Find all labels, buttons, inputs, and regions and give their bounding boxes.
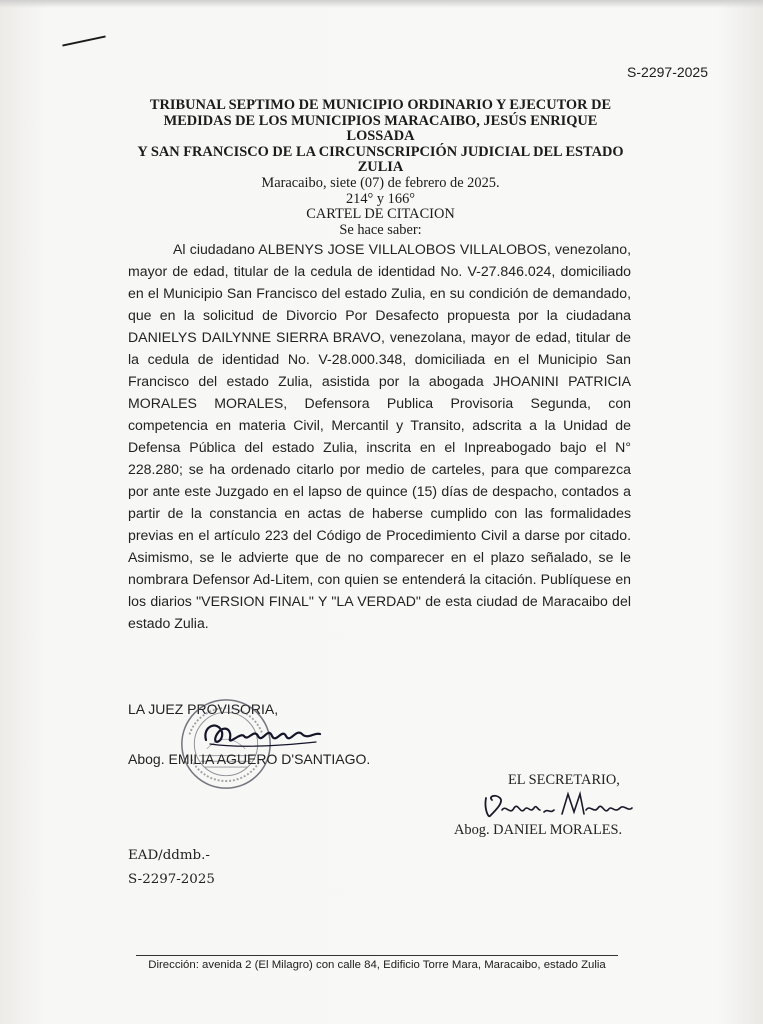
scan-edge — [0, 0, 763, 8]
header-line-4: ZULIA — [357, 159, 404, 176]
citation-body — [128, 238, 631, 634]
document-years: 214° y 166° — [345, 190, 416, 207]
judge-title: LA JUEZ PROVISORIA, — [128, 701, 279, 717]
header-line-3: Y SAN FRANCISCO DE LA CIRCUNSCRIPCIÓN JUDICIAL DEL ESTADO — [137, 143, 624, 160]
header-line-1: TRIBUNAL SEPTIMO DE MUNICIPIO ORDINARIO Y EJECUTOR DE — [149, 97, 612, 113]
court-header — [128, 98, 633, 238]
judge-signature — [198, 714, 328, 754]
footer-address: Dirección: avenida 2 (El Milagro) con calle 84, Edificio Torre Mara, Maracaibo, estado Zulia — [148, 959, 606, 971]
footer-divider — [136, 955, 618, 956]
pen-mark — [62, 35, 105, 46]
document-subtitle: Se hace saber: — [339, 221, 422, 238]
header-line-2: MEDIDAS DE LOS MUNICIPIOS MARACAIBO, JESÚS ENRIQUE LOSSADA — [163, 112, 598, 145]
secretary-title: EL SECRETARIO, — [508, 772, 620, 788]
document-title: CARTEL DE CITACION — [306, 206, 455, 223]
case-number-top: S-2297-2025 — [627, 64, 708, 80]
citation-paragraph: Al ciudadano ALBENYS JOSE VILLALOBOS VILLALOBOS, venezolano, mayor de edad, titular de la cedula de identidad No. V-27.846.024, domiciliado en el Municipio San Francisco del estado Zulia, en su condición de demandado, que en la solicitud de Divorcio Por Desafecto propuesta por la ciudadana DANIELYS DAILYNNE SIERRA BRAVO, venezolana, mayor de edad, titular de la cedula de identidad No. V-28.000.348, domiciliada en el Municipio San Francisco del estado Zulia, asistida por la abogada JHOANINI PATRICIA MORALES MORALES, Defensora Publica Provisoria Segunda, con competencia en materia Civil, Mercantil y Transito, adscrita a la Unidad de Defensa Pública del estado Zulia, inscrita en el Inpreabogado bajo el N° 228.280; se ha ordenado citarlo por medio de carteles, para que comparezca por ante este Juzgado en el lapso de quince (15) días de despacho, contados a partir de la constancia en actas de haberse cumplido con las formalidades previas en el artículo 223 del Código de Procedimiento Civil a darse por citado. Asimismo, se le advierte que de no comparecer en el plazo señalado, se le nombrara Defensor Ad-Litem, con quien se entenderá la citación. Publíquese en los diarios "VERSION FINAL" Y "LA VERDAD" de esta ciudad de Maracaibo del estado Zulia. — [128, 241, 631, 631]
judge-name: Abog. EMILIA AGUERO D'SANTIAGO. — [128, 751, 371, 767]
secretary-name: Abog. DANIEL MORALES. — [454, 822, 623, 838]
document-date: Maracaibo, siete (07) de febrero de 2025. — [261, 174, 500, 191]
case-number-bottom: S-2297-2025 — [128, 872, 215, 887]
document-initials: EAD/ddmb.- — [128, 848, 210, 863]
secretary-signature — [478, 788, 638, 822]
